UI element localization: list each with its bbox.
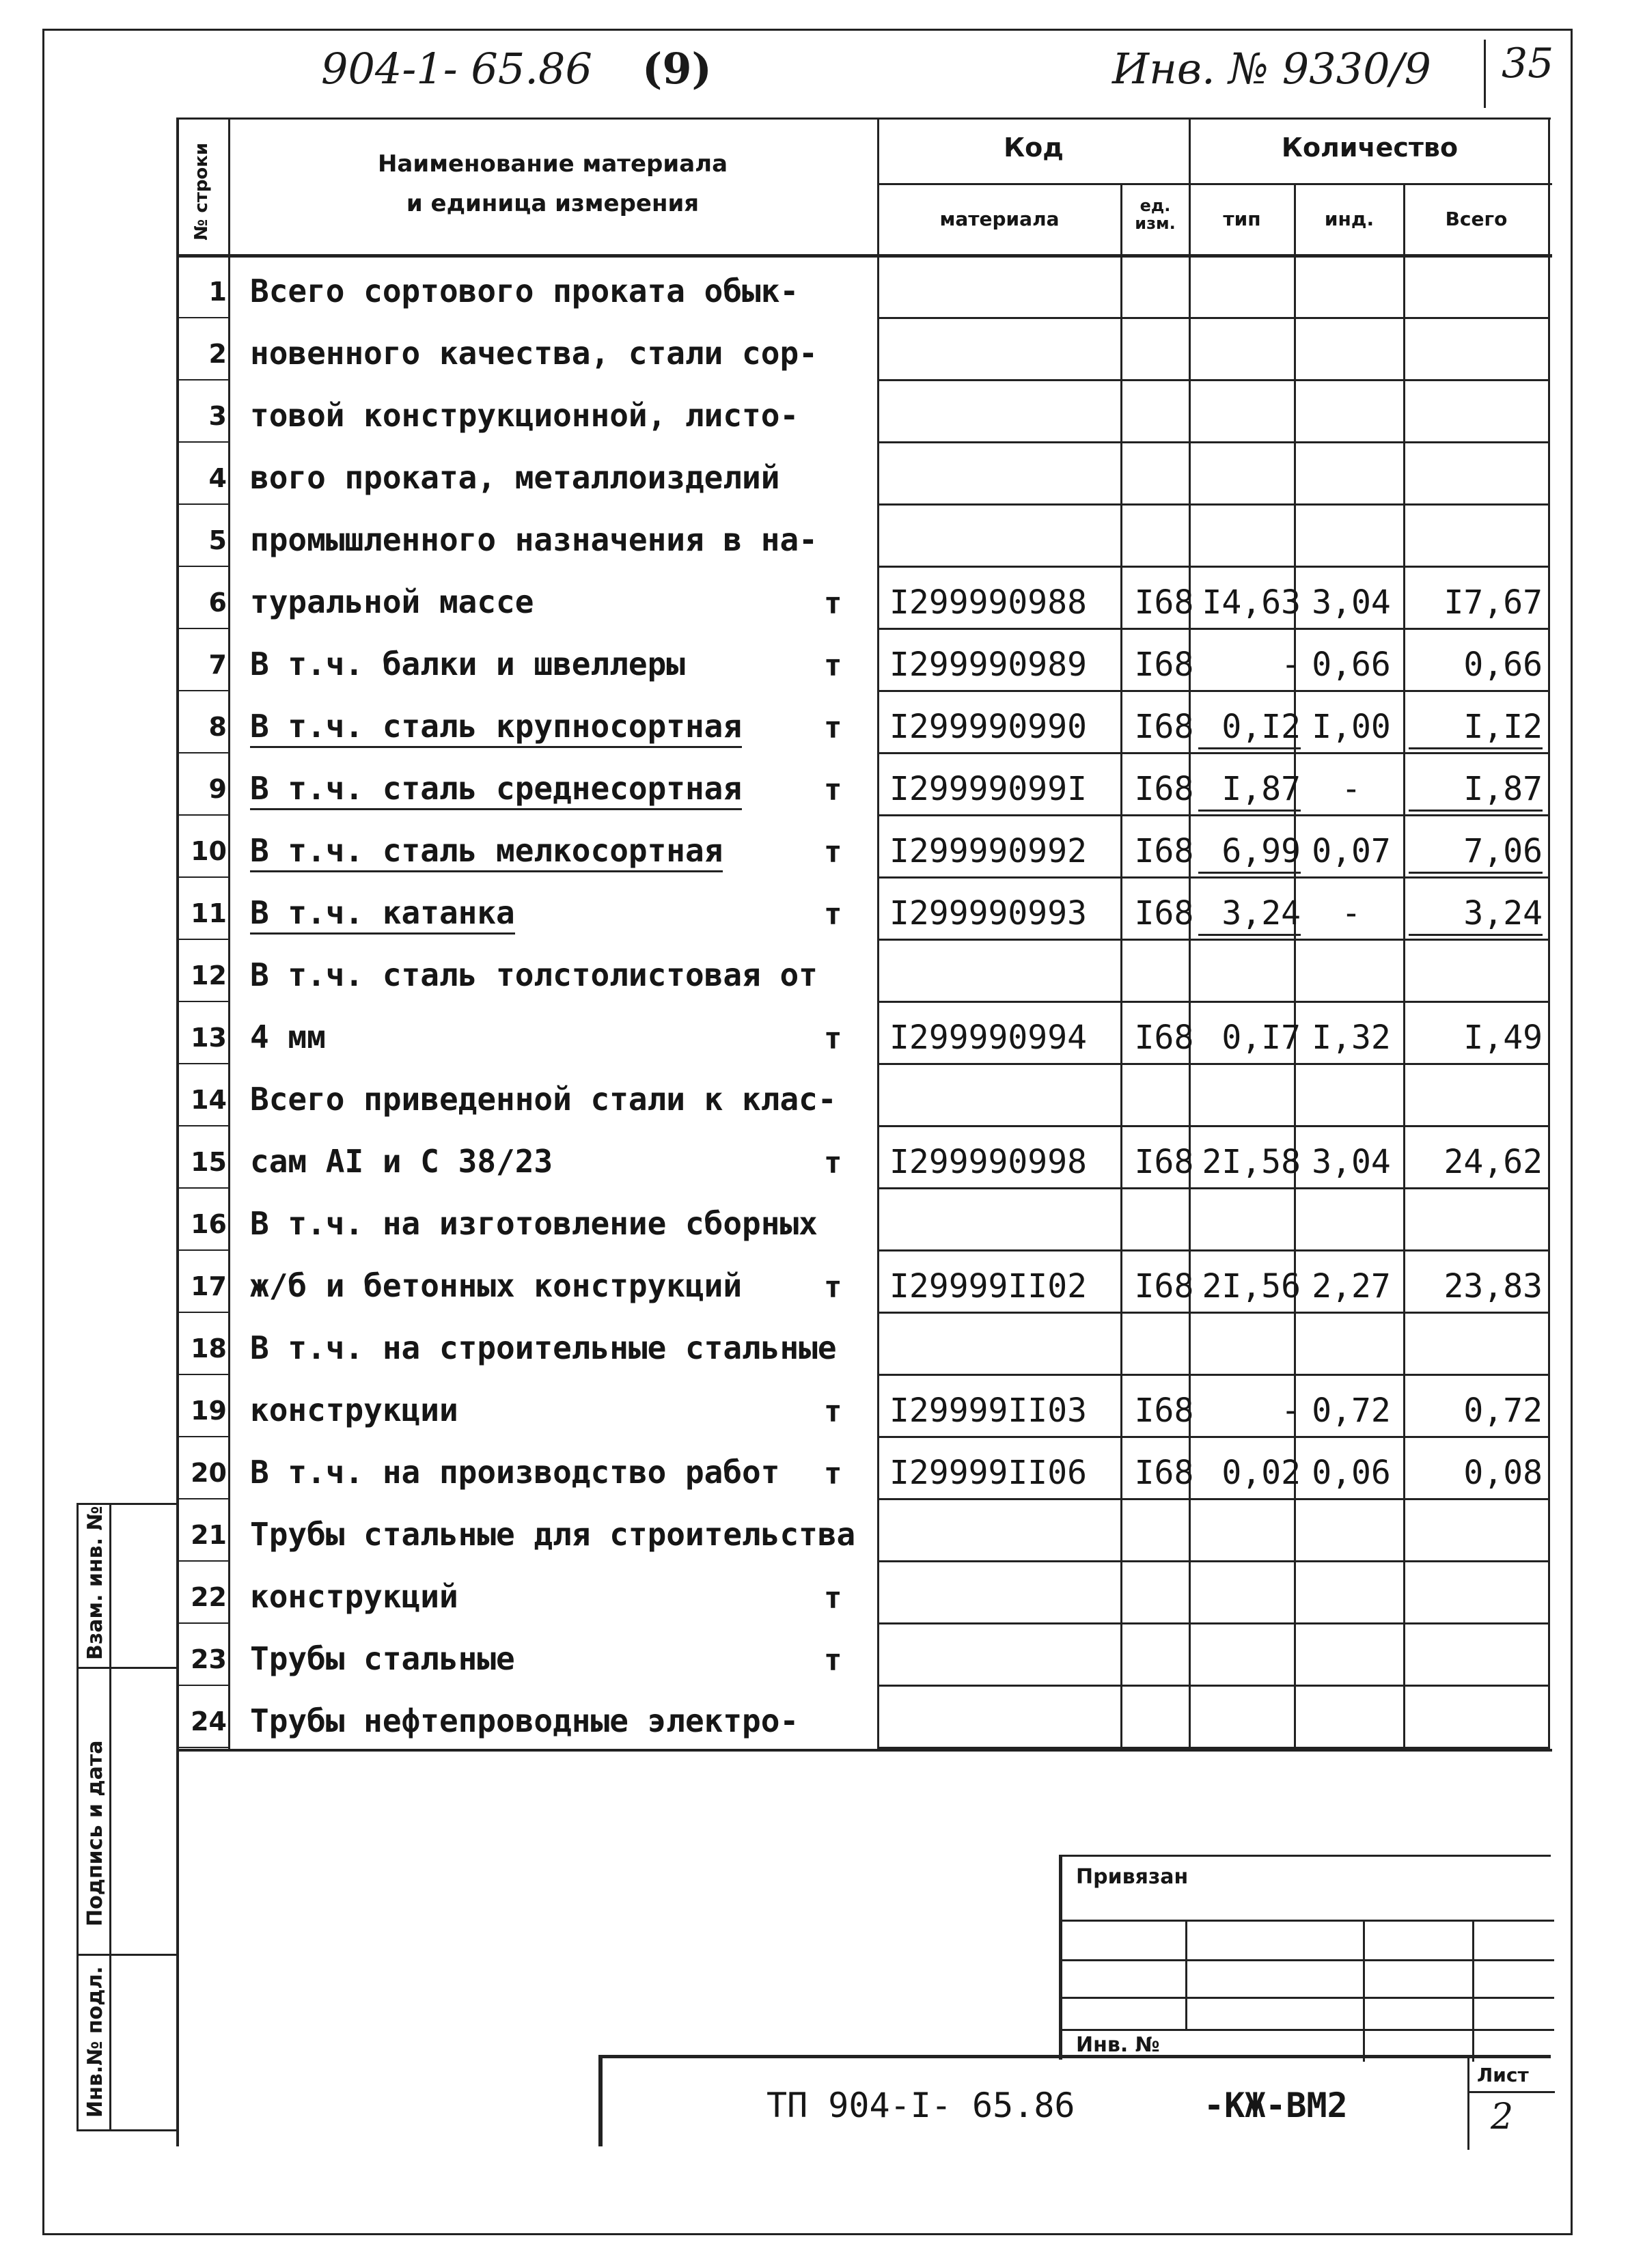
header-sub-line [879,183,1552,185]
row-qty-ind: I,00 [1312,708,1391,746]
row-material-code: I299990993 [889,894,1087,932]
row-material-name: ж/б и бетонных конструкций [250,1267,743,1304]
row-material-name: В т.ч. на строительные стальные [250,1329,837,1366]
attached-label: Привязан [1076,1865,1189,1889]
row-qty-ind: 2,27 [1312,1267,1391,1305]
row-separator [879,690,1548,692]
attached-col-3 [1472,1920,1474,2062]
row-number: 8 [208,712,227,742]
inventory-number: Инв. № 9330/9 [1112,44,1431,94]
document-suffix: -КЖ-ВМ2 [1204,2086,1348,2125]
row-number: 7 [208,650,227,680]
row-material-name: В т.ч. на производство работ [250,1454,780,1491]
table-row [179,568,1552,632]
row-unit: т [824,1394,842,1429]
row-number-separator [179,1187,228,1189]
row-qty-total: I,87 [1409,770,1543,812]
table-body [179,258,1552,1750]
issue-number: (9) [642,44,712,94]
row-number: 5 [208,525,227,555]
row-number: 3 [208,401,227,431]
table-row [179,1625,1552,1689]
row-material-code: I299990994 [889,1019,1087,1057]
attached-line-2 [1062,1959,1554,1961]
row-qty-ind: 0,07 [1312,832,1391,870]
row-number-separator [179,876,228,878]
row-unit-code: I68 [1134,770,1194,808]
page-number-divider [1484,40,1486,108]
row-material-name: В т.ч. на изготовление сборных [250,1205,818,1242]
row-number-separator [179,939,228,940]
row-unit-code: I68 [1134,1454,1194,1492]
row-separator [879,441,1548,443]
row-number-separator [179,566,228,567]
row-material-code: I29999099I [889,770,1087,808]
row-unit-code: I68 [1134,1019,1194,1057]
row-material-name: Всего сортового проката обык- [250,273,799,309]
row-qty-ind: - [1341,894,1362,932]
row-separator [879,1125,1548,1127]
row-number-separator [179,1374,228,1375]
header-qty-ind: инд. [1324,208,1375,230]
row-qty-ind: 3,04 [1312,583,1391,622]
row-material-name: промышленного назначения в на- [250,521,818,558]
row-separator [879,814,1548,816]
row-number: 18 [191,1333,227,1364]
document-code: ТП 904-I- 65.86 [766,2086,1075,2125]
row-separator [879,1560,1548,1562]
row-separator [879,379,1548,381]
row-separator [879,752,1548,754]
row-unit-code: I68 [1134,708,1194,746]
row-material-name: туральной массе [250,583,534,620]
row-material-name: новенного качества, стали сор- [250,335,818,372]
header-code-unit: ед. изм. [1135,196,1176,233]
sheet-label: Лист [1477,2064,1529,2086]
row-number-separator [179,1312,228,1313]
table-row [179,1066,1552,1129]
row-material-name: В т.ч. сталь толстолистовая от [250,956,818,993]
row-qty-total: I,I2 [1409,708,1543,749]
row-unit-code: I68 [1134,894,1194,932]
row-material-name: сам AI и С 38/23 [250,1143,553,1180]
sheet-line [1467,2091,1555,2093]
row-material-name: В т.ч. катанка [250,894,515,935]
row-separator [879,503,1548,506]
row-qty-total: 0,66 [1463,646,1543,684]
row-number-separator [179,1560,228,1562]
header-name-line2: и единица измерения [406,190,700,217]
row-number-separator [179,1063,228,1064]
table-row [179,1314,1552,1378]
row-qty-typ: 2I,56 [1202,1267,1301,1305]
table-row [179,1501,1552,1564]
header-qty-type: тип [1223,208,1261,230]
row-number: 23 [191,1644,227,1674]
row-number: 11 [191,898,227,928]
row-material-name: В т.ч. сталь мелкосортная [250,832,723,872]
table-row [179,817,1552,881]
row-material-code: I29999II03 [889,1392,1087,1430]
row-qty-ind: 3,04 [1312,1143,1391,1181]
row-qty-typ: - [1281,1392,1301,1430]
row-qty-total: 0,08 [1463,1454,1543,1492]
row-unit-code: I68 [1134,832,1194,870]
row-number-separator [179,317,228,318]
row-unit: т [824,1643,842,1678]
row-number-separator [179,1249,228,1251]
table-row [179,382,1552,445]
row-material-name: Трубы стальные для строительства [250,1516,856,1553]
table-row [179,693,1552,756]
side-inv-podl: Инв.№ подл. [83,1966,107,2118]
row-material-name: конструкции [250,1392,458,1428]
row-number: 19 [191,1396,227,1426]
row-unit: т [824,1021,842,1056]
row-separator [879,1249,1548,1251]
header-code-material: материала [939,208,1060,230]
row-material-name: Трубы нефтепроводные электро- [250,1702,799,1739]
row-qty-typ: 3,24 [1198,894,1301,936]
table-row [179,506,1552,570]
row-material-name: В т.ч. сталь крупносортная [250,708,742,748]
side-stamp-line-1 [77,1667,179,1669]
row-number-separator [179,379,228,381]
row-unit-code: I68 [1134,583,1194,622]
header-name-line1: Наименование материала [377,150,728,178]
row-number-separator [179,1685,228,1686]
side-stamp-divider [109,1503,111,2131]
row-qty-total: 3,24 [1409,894,1543,936]
row-qty-ind: I,32 [1312,1019,1391,1057]
row-unit: т [824,1146,842,1180]
row-qty-typ: 6,99 [1198,832,1301,874]
row-qty-typ: I4,63 [1202,583,1301,622]
row-number-separator [179,814,228,816]
row-material-name: В т.ч. сталь среднесортная [250,770,742,810]
row-number-separator [179,441,228,443]
table-row [179,1252,1552,1316]
header-quantity: Количество [1281,133,1459,163]
row-separator [879,628,1548,630]
side-stamp-line-2 [77,1954,179,1956]
attached-line-4 [1062,2029,1554,2031]
row-unit: т [824,1456,842,1491]
row-material-name: Всего приведенной стали к клас- [250,1081,837,1118]
page-number: 35 [1502,40,1554,87]
row-material-name: конструкций [250,1578,458,1615]
row-number: 20 [191,1458,227,1488]
row-number: 13 [191,1023,227,1053]
row-unit-code: I68 [1134,646,1194,684]
row-separator [879,1498,1548,1500]
row-material-name: товой конструкционной, листо- [250,397,799,434]
row-qty-total: 23,83 [1443,1267,1543,1305]
row-number: 24 [191,1706,227,1737]
table-row [179,1004,1552,1067]
row-qty-ind: 0,06 [1312,1454,1391,1492]
row-material-code: I299990990 [889,708,1087,746]
row-unit: т [824,773,842,807]
row-unit: т [824,648,842,683]
row-qty-total: 7,06 [1409,832,1543,874]
row-material-code: I29999II02 [889,1267,1087,1305]
row-number-separator [179,1622,228,1624]
table-row [179,941,1552,1005]
row-number: 16 [191,1209,227,1239]
table-row [179,755,1552,818]
row-qty-typ: 0,I2 [1198,708,1301,749]
title-block-attached [1059,1855,1551,2060]
row-unit: т [824,897,842,932]
row-qty-ind: - [1341,770,1362,808]
attached-col-1 [1185,1920,1187,2029]
title-block-main [598,2055,1551,2146]
row-material-name: В т.ч. балки и швеллеры [250,646,685,682]
row-qty-ind: 0,72 [1312,1392,1391,1430]
row-separator [879,939,1548,941]
sheet-divider [1467,2058,1469,2150]
row-material-code: I299990988 [889,583,1087,622]
series-number: 904-1- 65.86 [321,44,592,94]
table-top-line [179,117,1551,120]
row-number-separator [179,503,228,505]
row-qty-total: 24,62 [1443,1143,1543,1181]
row-number: 21 [191,1520,227,1550]
attached-line-3 [1062,1997,1554,1999]
row-number-separator [179,1125,228,1126]
row-number: 12 [191,960,227,991]
row-number: 9 [208,774,227,804]
header-row-number: № строки [191,142,212,240]
row-separator [879,1187,1548,1189]
row-unit: т [824,835,842,870]
row-qty-typ: 0,02 [1221,1454,1301,1492]
table-row [179,1377,1552,1440]
inv-no-label: Инв. № [1076,2033,1160,2057]
attached-line-1 [1062,1920,1554,1922]
row-number-separator [179,1747,228,1748]
table-row [179,879,1552,943]
table-row [179,258,1552,321]
table-row [179,320,1552,383]
row-separator [879,1063,1548,1065]
row-qty-total: I,49 [1463,1019,1543,1057]
row-number-separator [179,1436,228,1437]
row-separator [879,1374,1548,1376]
row-number: 15 [191,1147,227,1177]
row-number: 1 [208,277,227,307]
row-material-code: I299990998 [889,1143,1087,1181]
row-separator [879,1001,1548,1003]
row-material-name: Трубы стальные [250,1640,515,1677]
side-signature-date: Подпись и дата [83,1740,107,1926]
header-qty-total: Всего [1445,208,1508,230]
row-separator [879,1436,1548,1438]
table-row [179,1687,1552,1751]
row-number: 2 [208,339,227,369]
sheet-number: 2 [1491,2097,1514,2138]
row-number-separator [179,1498,228,1499]
side-vzam-inv: Взам. инв. № [83,1506,107,1660]
row-unit: т [824,586,842,621]
row-separator [879,876,1548,879]
row-qty-typ: 0,I7 [1221,1019,1301,1057]
row-separator [879,1312,1548,1314]
row-unit-code: I68 [1134,1267,1194,1305]
row-qty-typ: 2I,58 [1202,1143,1301,1181]
row-unit: т [824,1581,842,1616]
table-row [179,631,1552,694]
row-separator [879,317,1548,319]
row-separator [879,566,1548,568]
row-separator [879,1622,1548,1624]
row-material-code: I299990989 [889,646,1087,684]
row-unit: т [824,710,842,745]
row-number-separator [179,752,228,753]
row-qty-total: I7,67 [1443,583,1543,622]
header-code: Код [1004,133,1064,163]
table-bottom-line [179,1749,1552,1752]
row-number-separator [179,628,228,629]
table-row [179,1563,1552,1627]
row-qty-ind: 0,66 [1312,646,1391,684]
row-number: 14 [191,1085,227,1115]
row-number: 22 [191,1582,227,1612]
row-unit: т [824,1270,842,1305]
row-unit-code: I68 [1134,1392,1194,1430]
row-separator [879,1685,1548,1687]
row-number: 6 [208,587,227,618]
table-row [179,1128,1552,1191]
attached-col-2 [1363,1920,1365,2062]
table-row [179,1439,1552,1502]
row-number: 4 [208,463,227,493]
row-number-separator [179,690,228,691]
row-qty-total: 0,72 [1463,1392,1543,1430]
row-number-separator [179,1001,228,1002]
table-row [179,444,1552,508]
row-material-code: I299990992 [889,832,1087,870]
row-material-name: 4 мм [250,1019,326,1055]
row-material-code: I29999II06 [889,1454,1087,1492]
row-qty-typ: I,87 [1198,770,1301,812]
table-row [179,1190,1552,1254]
row-material-name: вого проката, металлоизделий [250,459,780,496]
row-number: 10 [191,836,227,866]
row-unit-code: I68 [1134,1143,1194,1181]
row-qty-typ: - [1281,646,1301,684]
row-number: 17 [191,1271,227,1301]
